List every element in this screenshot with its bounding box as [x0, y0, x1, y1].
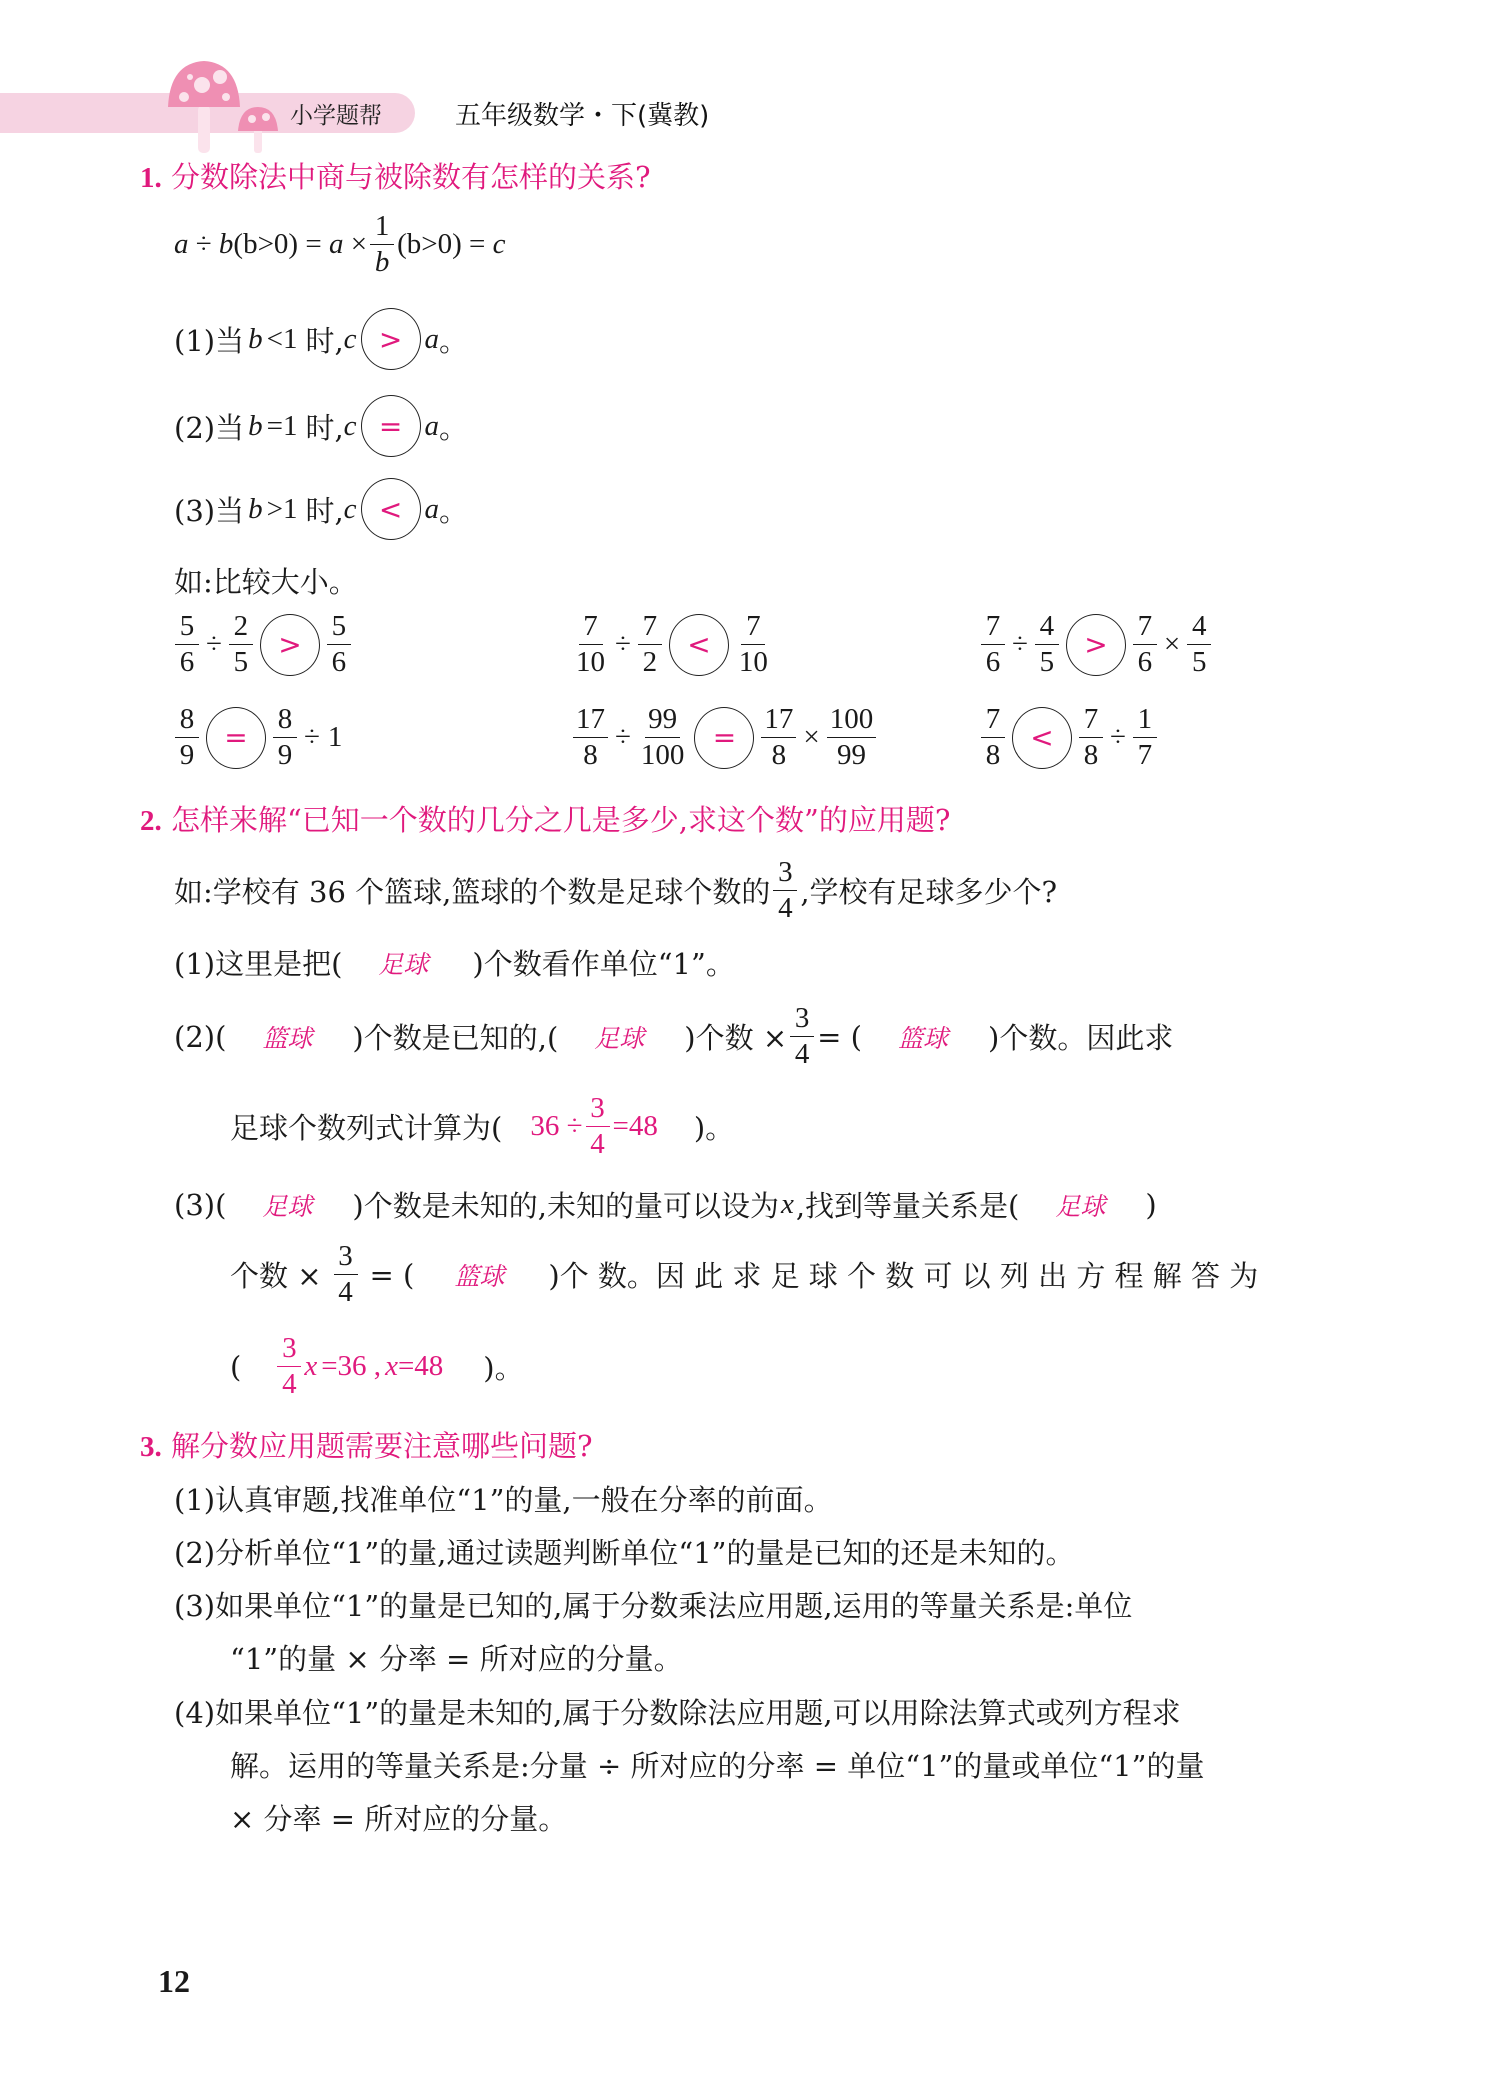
text: 足球个数列式计算为(	[230, 1111, 503, 1145]
tip-line: (4)如果单位“1”的量是未知的,属于分数除法应用题,可以用除法算式或列方程求	[174, 1696, 1181, 1730]
var-c: c	[343, 409, 357, 442]
q2-part-3-line2	[230, 1242, 1258, 1307]
text: )个数是已知的,(	[352, 1021, 559, 1055]
numerator: 17	[761, 705, 796, 738]
text: )个数是未知的,未知的量可以设为	[352, 1189, 779, 1223]
answer-blank: 篮球	[262, 1023, 313, 1053]
denominator: 2	[642, 646, 658, 678]
answer-calc: =36 ,	[321, 1350, 382, 1382]
numerator: 5	[175, 612, 199, 645]
fraction	[1079, 705, 1103, 770]
answer-blank: 足球	[262, 1191, 313, 1221]
numerator: 8	[175, 705, 199, 738]
question-text: 解分数应用题需要注意哪些问题?	[170, 1429, 593, 1463]
numerator: 2	[229, 612, 253, 645]
operator: ÷	[304, 721, 320, 753]
equals-sign: =	[305, 228, 322, 260]
answer-circle: =	[206, 707, 266, 769]
fraction	[761, 705, 796, 770]
question-text: 怎样来解“已知一个数的几分之几是多少,求这个数”的应用题?	[170, 803, 951, 837]
book-title: 五年级数学・下(冀教)	[455, 101, 710, 131]
denominator: 8	[771, 739, 787, 771]
denominator: 8	[985, 739, 1001, 771]
denominator: 7	[1137, 739, 1153, 771]
denominator: 6	[331, 646, 347, 678]
numerator: 1	[370, 212, 394, 245]
fraction	[981, 612, 1005, 677]
denominator: 8	[583, 739, 598, 771]
tip-line: “1”的量 × 分率 = 所对应的分量。	[230, 1642, 683, 1676]
var-x: x	[780, 1188, 794, 1220]
fraction	[175, 612, 199, 677]
condition: <1	[266, 322, 298, 355]
text: 时,	[305, 410, 344, 445]
answer-fraction	[586, 1094, 610, 1159]
var-a: a	[424, 409, 440, 442]
fraction	[736, 612, 771, 677]
denominator: 4	[794, 1038, 810, 1070]
fraction	[1133, 612, 1157, 677]
answer-fraction	[277, 1334, 301, 1399]
text: 个数 ×	[230, 1259, 322, 1293]
operator: 1	[327, 721, 343, 753]
denominator: 10	[576, 646, 605, 678]
text: (	[230, 1349, 242, 1384]
var-a: a	[174, 228, 189, 260]
text: 。	[439, 410, 469, 445]
fraction	[229, 612, 253, 677]
tip-line: (2)分析单位“1”的量,通过读题判断单位“1”的量是已知的还是未知的。	[174, 1536, 1075, 1570]
example-text: 如:学校有 36 个篮球,篮球的个数是足球个数的	[174, 875, 771, 909]
fraction	[573, 612, 608, 677]
numerator: 4	[1187, 612, 1211, 645]
numerator: 7	[1133, 612, 1157, 645]
fraction	[1035, 612, 1059, 677]
operator: ÷	[1110, 721, 1126, 753]
example-problem	[174, 858, 1057, 923]
denominator: 5	[1192, 646, 1207, 678]
answer-blank: 足球	[594, 1023, 645, 1053]
denominator: 4	[338, 1276, 353, 1308]
operator: ×	[1163, 628, 1181, 660]
numerator: 99	[645, 705, 680, 738]
numerator: 1	[1133, 705, 1157, 738]
operator: ÷	[206, 628, 222, 660]
answer-circle: =	[361, 395, 421, 457]
numerator: 4	[1035, 612, 1059, 645]
answer-blank: 足球	[378, 949, 429, 979]
operator: ÷	[615, 628, 631, 660]
numerator: 8	[273, 705, 297, 738]
tip-line: 解。运用的等量关系是:分量 ÷ 所对应的分率 = 单位“1”的量或单位“1”的量	[230, 1749, 1205, 1783]
answer-calc: =48	[612, 1110, 658, 1142]
text: (3)(	[174, 1187, 227, 1222]
answer-circle: =	[694, 707, 754, 769]
answer-circle: >	[1066, 614, 1126, 676]
example-text: ,学校有足球多少个?	[800, 875, 1058, 909]
answer-circle: <	[669, 614, 729, 676]
denominator: 6	[1137, 646, 1153, 678]
formula	[174, 212, 505, 277]
answer-var: x	[385, 1350, 398, 1382]
text: )个 数。因 此 求 足 球 个 数 可 以 列 出 方 程 解 答 为	[548, 1259, 1259, 1293]
denominator: 5	[1039, 646, 1055, 678]
fraction	[334, 1242, 358, 1307]
condition: (b>0)	[397, 228, 462, 260]
answer-blank: 足球	[1055, 1191, 1106, 1221]
numerator: 17	[573, 705, 608, 738]
case-label: (1)当	[174, 323, 245, 358]
comparison	[172, 705, 346, 770]
numerator: 3	[790, 1004, 814, 1037]
operator: ÷	[615, 721, 631, 753]
var-b: b	[248, 492, 263, 525]
condition: (b>0)	[233, 228, 299, 260]
fraction	[1133, 705, 1157, 770]
page-number: 12	[158, 1963, 190, 1999]
question-3-title	[140, 1424, 593, 1465]
numerator: 3	[277, 1334, 301, 1367]
answer-blank: 篮球	[454, 1261, 505, 1291]
var-c: c	[343, 322, 357, 355]
var-b: b	[248, 322, 263, 355]
numerator: 7	[579, 612, 603, 645]
text: )个数。因此求	[988, 1021, 1174, 1055]
question-number: 2.	[140, 805, 162, 837]
fraction	[370, 212, 394, 277]
q2-part-3	[174, 1184, 1157, 1225]
case-row	[174, 395, 468, 457]
fraction	[573, 705, 608, 770]
example-intro: 如:比较大小。	[174, 565, 358, 599]
answer-circle: <	[1012, 707, 1072, 769]
condition: =1	[266, 409, 298, 442]
numerator: 7	[638, 612, 662, 645]
text: )。	[693, 1111, 735, 1145]
tip-line: (1)认真审题,找准单位“1”的量,一般在分率的前面。	[174, 1483, 833, 1517]
var-b: b	[248, 409, 263, 442]
denominator: 100	[640, 739, 685, 771]
fraction	[638, 612, 662, 677]
q2-part-2-calc	[230, 1094, 734, 1159]
q2-part-3-line3	[230, 1334, 524, 1399]
text: (2)(	[174, 1019, 227, 1054]
fraction	[827, 705, 877, 770]
text: )	[1145, 1187, 1157, 1222]
answer-circle: <	[361, 478, 421, 540]
numerator: 100	[827, 705, 877, 738]
numerator: 7	[741, 612, 765, 645]
numerator: 3	[586, 1094, 610, 1127]
denominator: 10	[738, 646, 768, 678]
numerator: 3	[334, 1242, 358, 1275]
question-number: 3.	[140, 1431, 162, 1463]
text: = (	[369, 1257, 415, 1292]
text: 。	[439, 323, 469, 358]
question-2-title	[140, 798, 950, 839]
text: 时,	[305, 493, 344, 528]
denominator: 8	[1083, 739, 1099, 771]
tip-line: × 分率 = 所对应的分量。	[230, 1802, 568, 1836]
fraction	[638, 705, 688, 770]
var-a: a	[424, 492, 440, 525]
comparison	[978, 612, 1214, 677]
fraction	[773, 858, 797, 923]
case-row	[174, 308, 468, 370]
comparison	[172, 612, 354, 677]
denominator: 4	[590, 1128, 605, 1160]
fraction	[175, 705, 199, 770]
var-b: b	[218, 228, 234, 260]
operator: ×	[803, 721, 820, 753]
var-c: c	[492, 228, 506, 260]
answer-calc: 36 ÷	[530, 1110, 583, 1142]
question-text: 分数除法中商与被除数有怎样的关系?	[170, 160, 651, 194]
answer-calc: =48	[397, 1350, 444, 1382]
fraction	[327, 612, 351, 677]
mushroom-icon	[160, 55, 290, 155]
numerator: 3	[773, 858, 797, 891]
text: )个数 ×	[684, 1021, 788, 1055]
question-1-title	[140, 155, 651, 196]
denominator: 6	[985, 646, 1001, 678]
text: )。	[483, 1351, 524, 1385]
fraction	[981, 705, 1005, 770]
operator: ÷	[1012, 628, 1028, 660]
times-sign: ×	[350, 228, 368, 260]
denominator: 5	[233, 646, 249, 678]
denominator: 4	[282, 1368, 297, 1400]
comparison	[570, 612, 774, 677]
comparison	[978, 705, 1160, 770]
condition: >1	[266, 492, 298, 525]
comparison	[570, 705, 879, 770]
numerator: 7	[1079, 705, 1103, 738]
text: (1)这里是把(	[174, 947, 343, 981]
denominator: b	[374, 246, 390, 278]
tip-line: (3)如果单位“1”的量是已知的,属于分数乘法应用题,运用的等量关系是:单位	[174, 1589, 1133, 1623]
q2-part-2	[174, 1004, 1173, 1069]
numerator: 5	[327, 612, 351, 645]
denominator: 4	[778, 892, 793, 924]
question-number: 1.	[140, 162, 162, 194]
case-row	[174, 478, 468, 540]
answer-circle: >	[361, 308, 421, 370]
answer-var: x	[304, 1350, 318, 1382]
answer-blank: 篮球	[897, 1023, 948, 1053]
denominator: 9	[277, 739, 293, 771]
denominator: 9	[179, 739, 195, 771]
text: ,找到等量关系是(	[795, 1189, 1020, 1223]
divide-sign: ÷	[195, 228, 212, 260]
denominator: 6	[179, 646, 195, 678]
case-label: (2)当	[174, 410, 245, 445]
text: )个数看作单位“1”。	[472, 947, 735, 981]
numerator: 7	[981, 612, 1005, 645]
var-a: a	[328, 228, 344, 260]
denominator: 99	[837, 739, 867, 771]
answer-circle: >	[260, 614, 320, 676]
text: 时,	[305, 323, 344, 358]
fraction	[1187, 612, 1211, 677]
numerator: 7	[981, 705, 1005, 738]
q2-part-1	[174, 942, 735, 983]
var-c: c	[343, 492, 357, 525]
fraction	[790, 1004, 814, 1069]
text: 。	[439, 493, 469, 528]
var-a: a	[424, 322, 440, 355]
case-label: (3)当	[174, 493, 245, 528]
text: = (	[817, 1019, 862, 1054]
brand-label: 小学题帮	[290, 103, 382, 129]
fraction	[273, 705, 297, 770]
equals-sign: =	[468, 228, 486, 260]
